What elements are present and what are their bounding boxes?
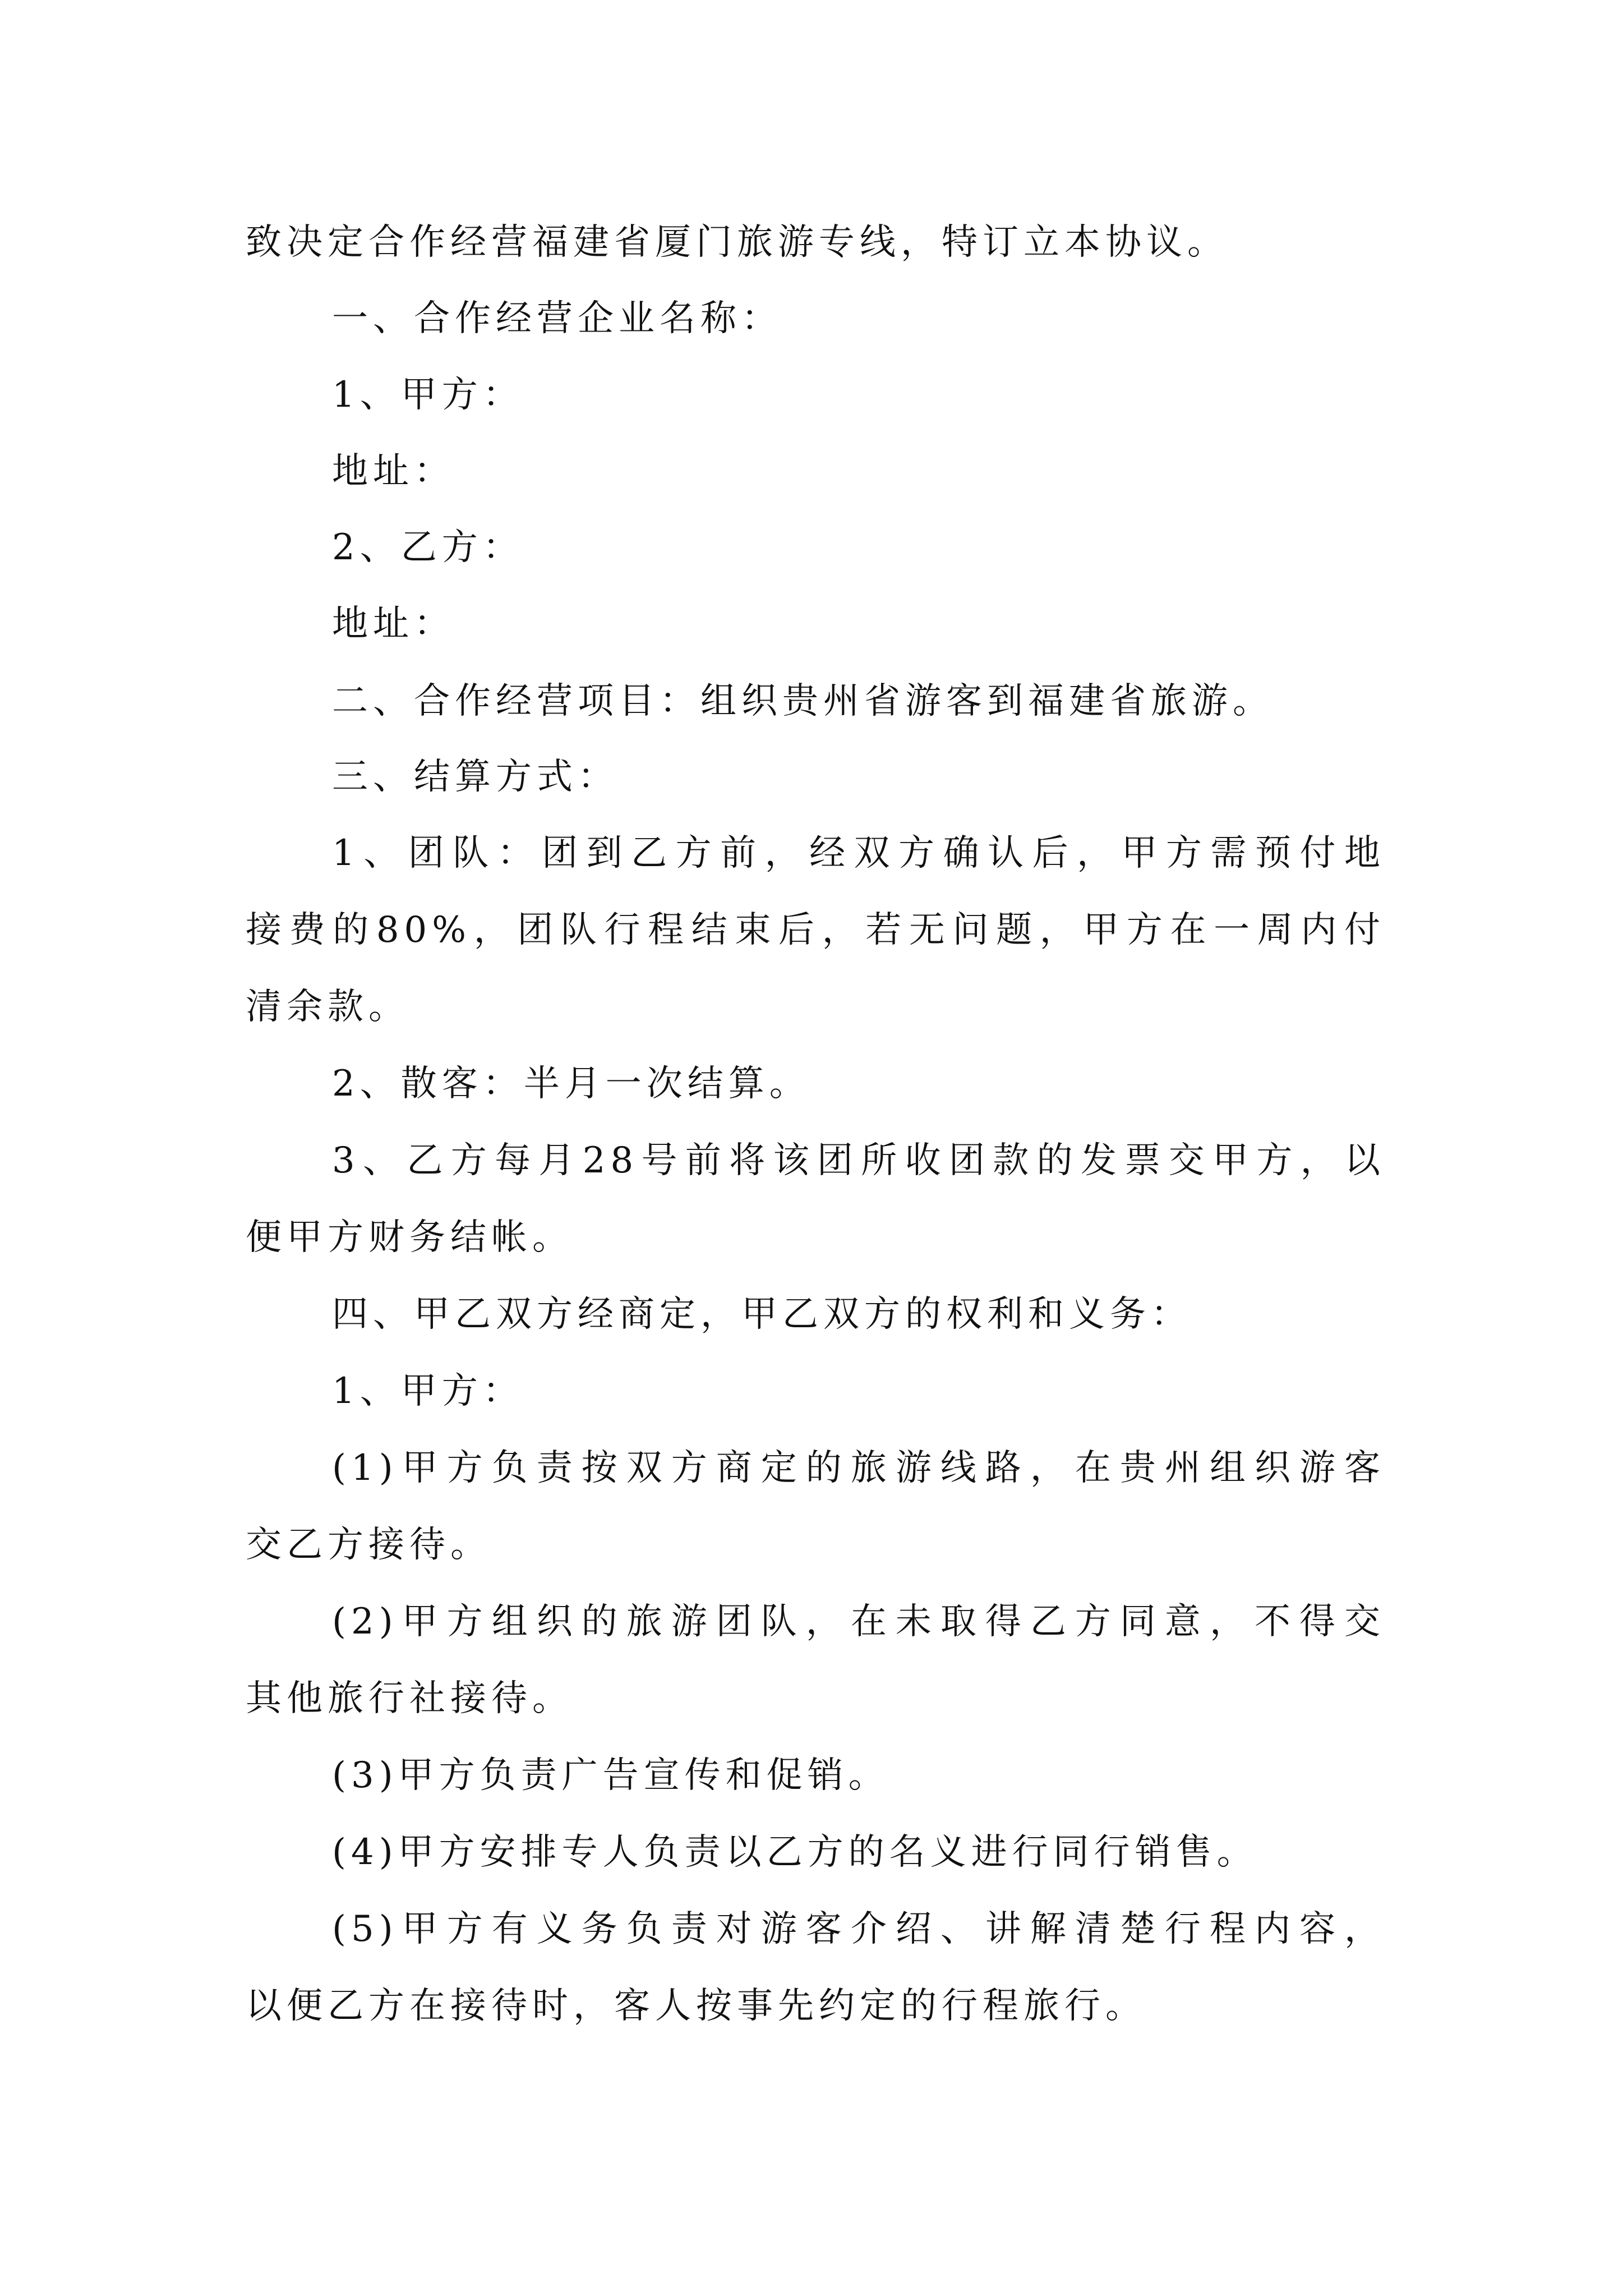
- section-heading: 二、合作经营项目：组织贵州省游客到福建省旅游。: [332, 680, 1274, 722]
- section-heading: 三、结算方式：: [332, 756, 619, 798]
- text-line: 致决定合作经营福建省厦门旅游专线，特订立本协议。: [246, 222, 1228, 263]
- section-heading: 四、甲乙双方经商定，甲乙双方的权利和义务：: [332, 1294, 1192, 1335]
- text-line: 2、散客：半月一次结算。: [332, 1063, 810, 1105]
- text-line: (4)甲方安排专人负责以乙方的名义进行同行销售。: [332, 1832, 1258, 1873]
- text-line: 便甲方财务结帐。: [246, 1217, 573, 1258]
- text-line: (1)甲方负责按双方商定的旅游线路，在贵州组织游客: [332, 1447, 1385, 1489]
- text-line: 交乙方接待。: [246, 1524, 491, 1566]
- text-line: 地址：: [332, 450, 455, 492]
- text-line: 地址：: [332, 603, 455, 645]
- text-line: 2、乙方：: [332, 527, 524, 568]
- text-line: 其他旅行社接待。: [246, 1678, 573, 1719]
- text-line: 3、乙方每月28号前将该团所收团款的发票交甲方，以: [332, 1140, 1385, 1181]
- text-line: 以便乙方在接待时，客人按事先约定的行程旅行。: [246, 1985, 1146, 2027]
- text-line: 清余款。: [246, 986, 409, 1028]
- text-line: 接费的80%，团队行程结束后，若无问题，甲方在一周内付: [246, 909, 1385, 951]
- text-line: 1、团队：团到乙方前，经双方确认后，甲方需预付地: [332, 832, 1385, 874]
- text-line: 1、甲方：: [332, 374, 524, 416]
- section-heading: 一、合作经营企业名称：: [332, 298, 782, 339]
- text-line: (3)甲方负责广告宣传和促销。: [332, 1755, 889, 1796]
- text-line: (5)甲方有义务负责对游客介绍、讲解清楚行程内容，: [332, 1908, 1385, 1950]
- text-line: (2)甲方组织的旅游团队，在未取得乙方同意，不得交: [332, 1601, 1385, 1642]
- text-line: 1、甲方：: [332, 1370, 524, 1412]
